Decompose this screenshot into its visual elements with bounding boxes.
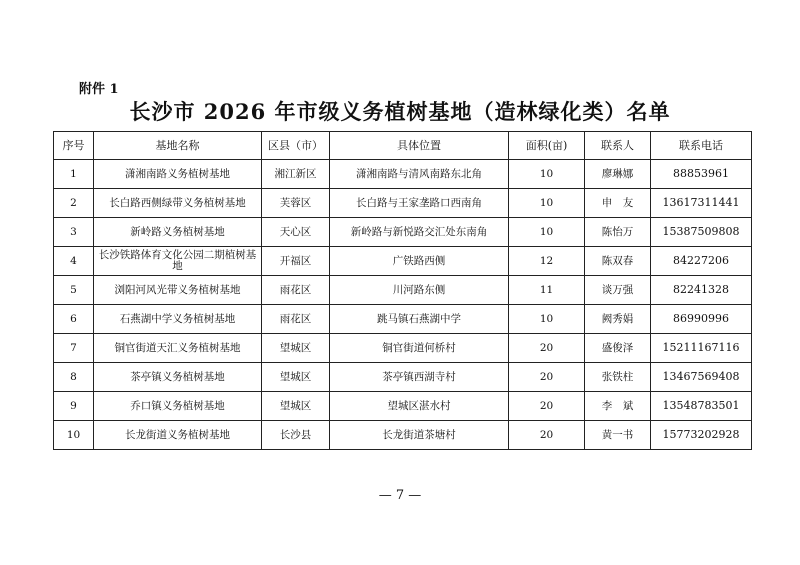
header-area: 面积(亩) [509,132,585,160]
cell-district: 芙蓉区 [262,189,330,218]
cell-no: 4 [54,247,94,276]
cell-phone: 84227206 [651,247,752,276]
attachment-label: 附件 1 [79,82,119,97]
cell-base-name: 新岭路义务植树基地 [94,218,262,247]
cell-contact: 谈万强 [585,276,651,305]
cell-no: 5 [54,276,94,305]
cell-location: 新岭路与新悦路交汇处东南角 [330,218,509,247]
table-row [54,276,752,305]
cell-phone: 13467569408 [651,363,752,392]
cell-area: 20 [509,421,585,450]
cell-no: 10 [54,421,94,450]
cell-district: 长沙县 [262,421,330,450]
cell-contact: 陈双春 [585,247,651,276]
cell-location: 长龙街道茶塘村 [330,421,509,450]
table-row [54,218,752,247]
cell-no: 8 [54,363,94,392]
cell-no: 9 [54,392,94,421]
table-row [54,421,752,450]
cell-no: 1 [54,160,94,189]
cell-phone: 82241328 [651,276,752,305]
cell-base-name: 浏阳河风光带义务植树基地 [94,276,262,305]
document-title: 长沙市 2026 年市级义务植树基地（造林绿化类）名单 [129,99,671,124]
cell-area: 20 [509,334,585,363]
cell-base-name: 长沙铁路体育文化公园二期植树基地 [94,247,262,276]
planting-base-table [53,131,752,450]
cell-base-name: 铜官街道天汇义务植树基地 [94,334,262,363]
cell-district: 望城区 [262,392,330,421]
cell-location: 长白路与王家垄路口西南角 [330,189,509,218]
table-row [54,305,752,334]
cell-district: 望城区 [262,363,330,392]
cell-location: 潇湘南路与清风南路东北角 [330,160,509,189]
cell-contact: 盛俊泽 [585,334,651,363]
cell-district: 望城区 [262,334,330,363]
cell-area: 12 [509,247,585,276]
cell-phone: 15211167116 [651,334,752,363]
cell-phone: 15773202928 [651,421,752,450]
cell-base-name: 石燕湖中学义务植树基地 [94,305,262,334]
table-row [54,189,752,218]
cell-no: 7 [54,334,94,363]
cell-no: 2 [54,189,94,218]
cell-base-name: 乔口镇义务植树基地 [94,392,262,421]
cell-contact: 李 斌 [585,392,651,421]
cell-contact: 廖琳娜 [585,160,651,189]
table-row [54,392,752,421]
cell-location: 跳马镇石燕湖中学 [330,305,509,334]
header-no: 序号 [54,132,94,160]
cell-area: 10 [509,189,585,218]
cell-base-name: 茶亭镇义务植树基地 [94,363,262,392]
table-header-row [54,132,752,160]
cell-contact: 黄一书 [585,421,651,450]
cell-location: 川河路东侧 [330,276,509,305]
cell-contact: 陈怡万 [585,218,651,247]
table-row [54,363,752,392]
cell-no: 3 [54,218,94,247]
cell-area: 10 [509,218,585,247]
cell-phone: 13617311441 [651,189,752,218]
cell-district: 湘江新区 [262,160,330,189]
cell-area: 20 [509,392,585,421]
cell-area: 20 [509,363,585,392]
cell-contact: 张铁柱 [585,363,651,392]
cell-area: 10 [509,305,585,334]
cell-district: 天心区 [262,218,330,247]
cell-district: 开福区 [262,247,330,276]
cell-contact: 申 友 [585,189,651,218]
cell-phone: 88853961 [651,160,752,189]
page-number: — 7 — [378,488,422,503]
cell-location: 望城区湛水村 [330,392,509,421]
cell-location: 茶亭镇西湖寺村 [330,363,509,392]
table-row [54,160,752,189]
cell-district: 雨花区 [262,276,330,305]
header-phone: 联系电话 [651,132,752,160]
header-location: 具体位置 [330,132,509,160]
table-row [54,334,752,363]
cell-phone: 13548783501 [651,392,752,421]
table-row [54,247,752,276]
cell-area: 11 [509,276,585,305]
header-district: 区县（市） [262,132,330,160]
cell-base-name: 长龙街道义务植树基地 [94,421,262,450]
cell-location: 铜官街道何桥村 [330,334,509,363]
cell-base-name: 潇湘南路义务植树基地 [94,160,262,189]
header-base-name: 基地名称 [94,132,262,160]
cell-phone: 86990996 [651,305,752,334]
cell-phone: 15387509808 [651,218,752,247]
cell-district: 雨花区 [262,305,330,334]
cell-area: 10 [509,160,585,189]
cell-location: 广铁路西侧 [330,247,509,276]
header-contact: 联系人 [585,132,651,160]
cell-base-name: 长白路西侧绿带义务植树基地 [94,189,262,218]
cell-no: 6 [54,305,94,334]
cell-contact: 阙秀娟 [585,305,651,334]
